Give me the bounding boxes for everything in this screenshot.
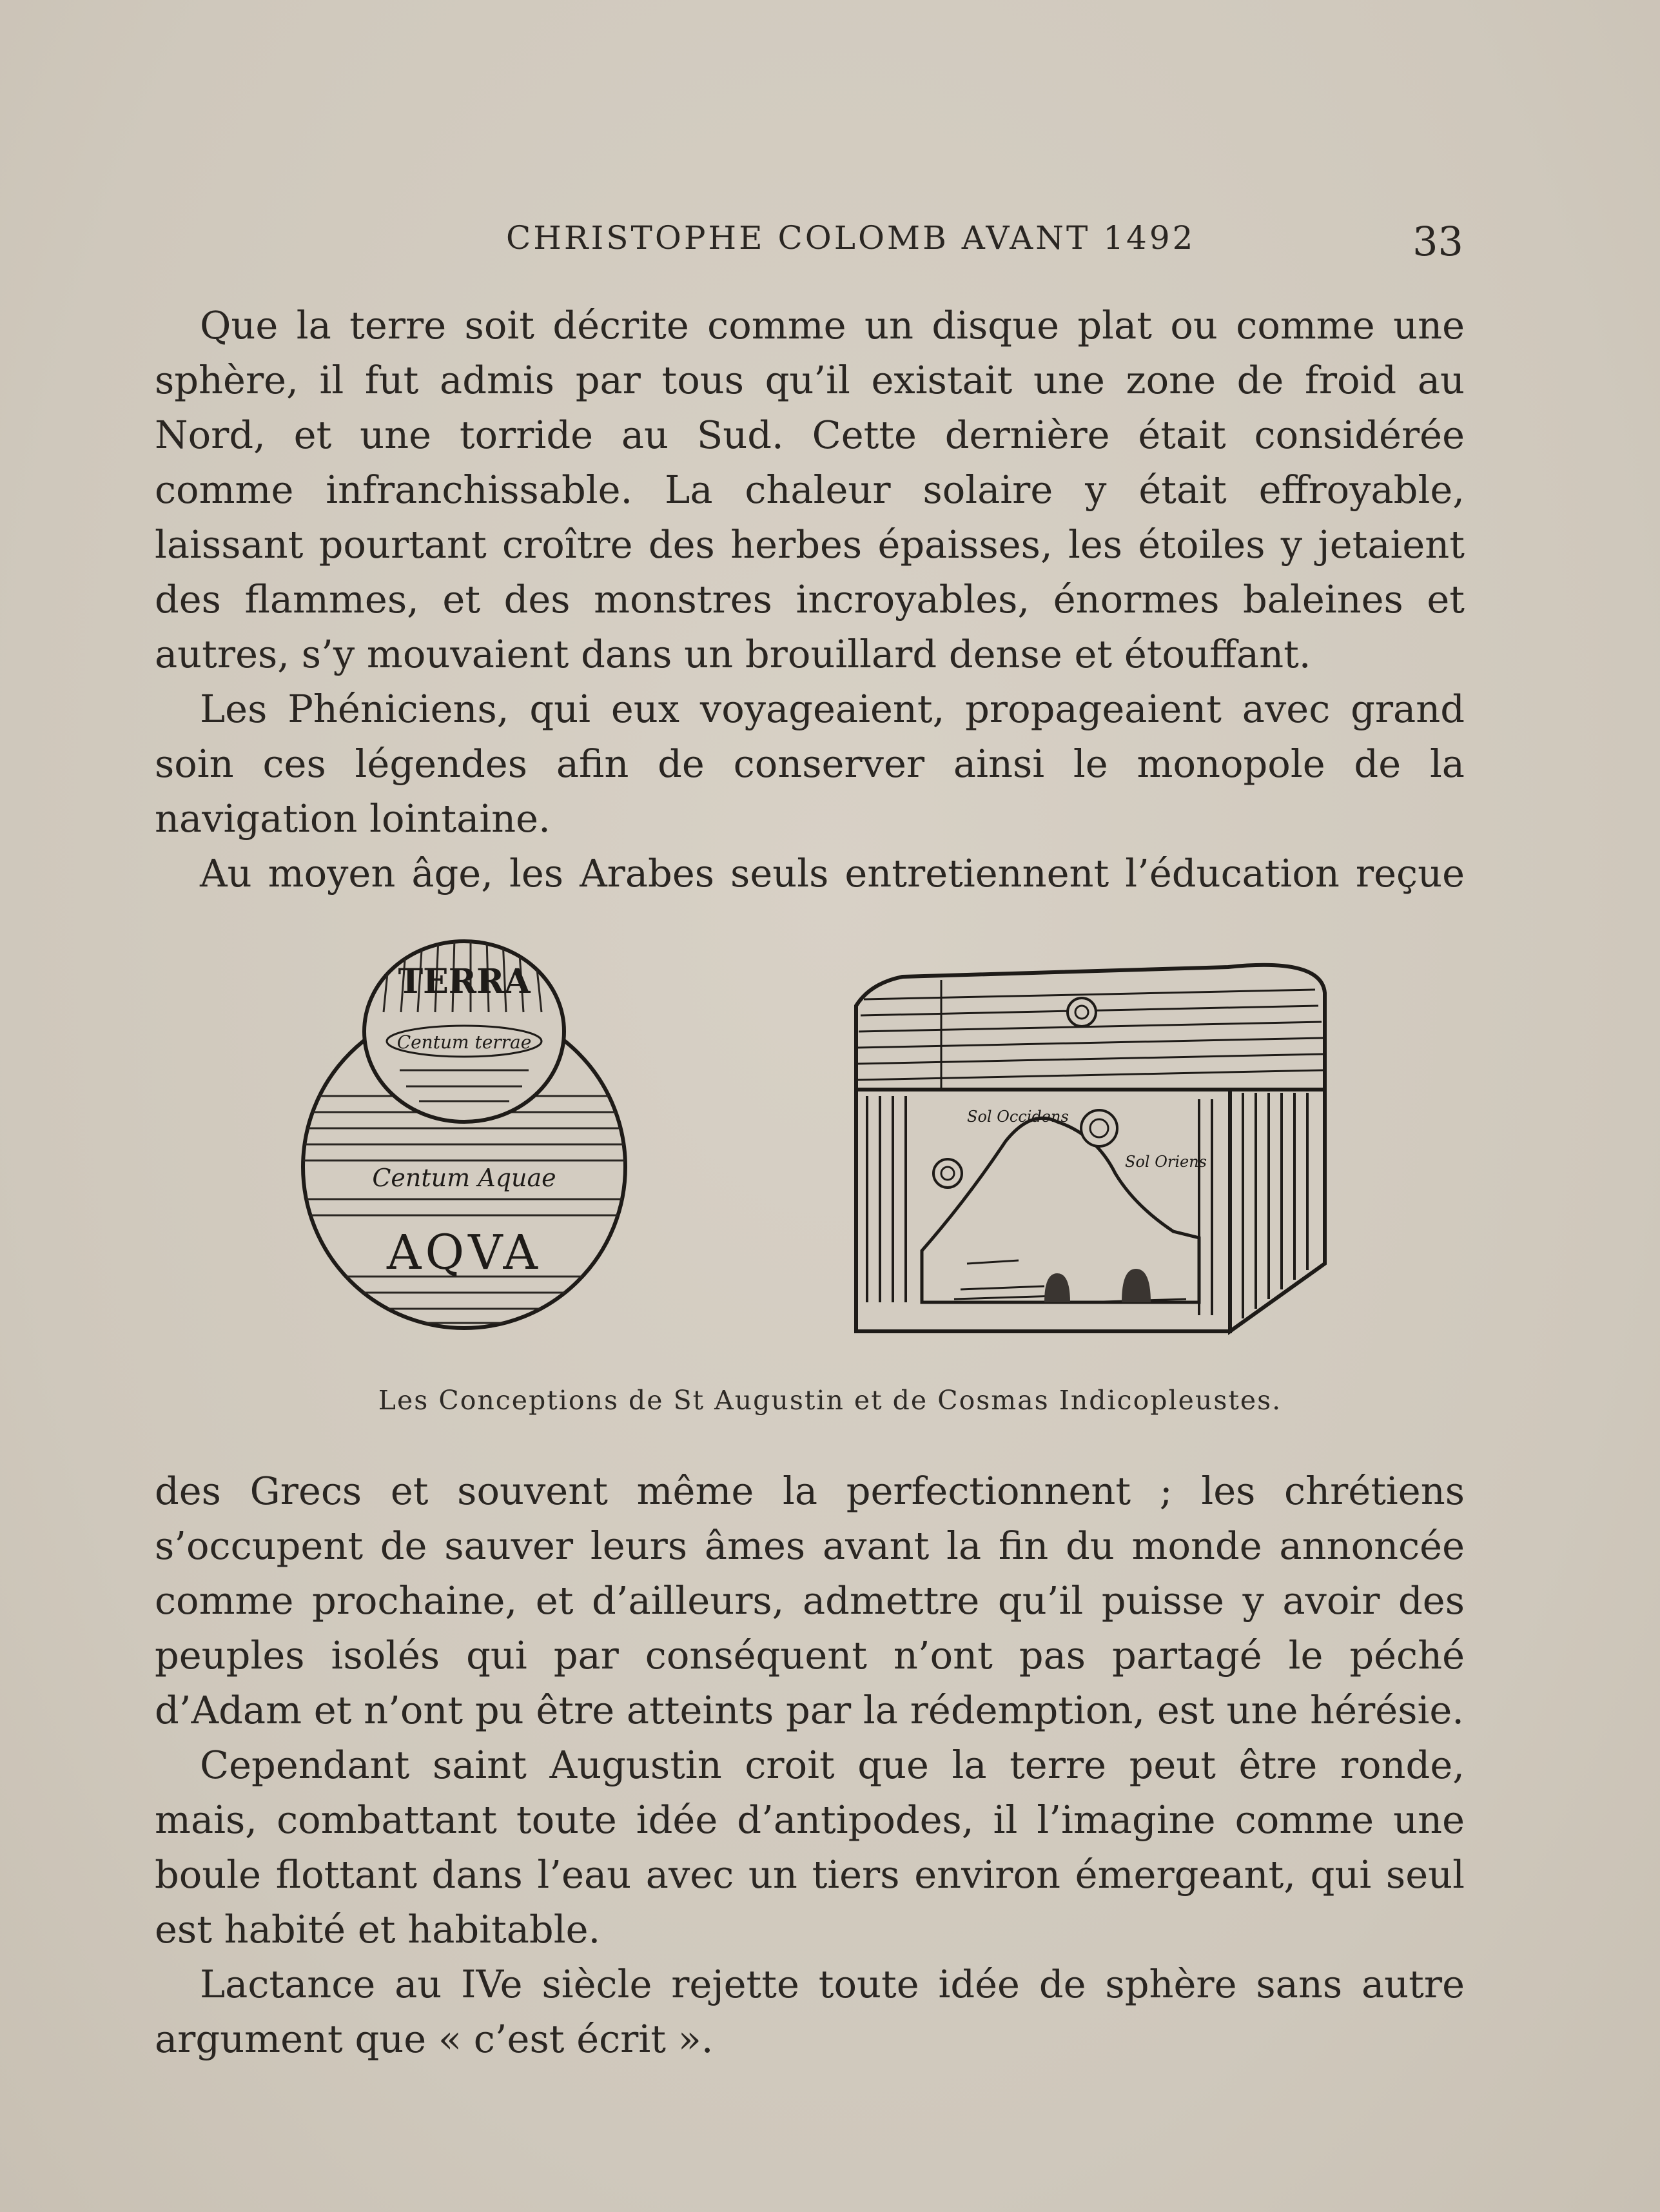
label-aqua: AQVA	[387, 1225, 542, 1280]
label-sol-occidens: Sol Occidens	[967, 1108, 1069, 1126]
cosmas-chest	[856, 965, 1325, 1331]
paragraph: des Grecs et souvent même la perfectionnent ; les chrétiens s’occupent de sauver leurs âmes avant la fin du monde annoncée comme prochaine, et d’ailleurs, admettre qu’il puisse y avoir des peuples isolés qui par conséquent n’ont pas partagé le péché d’Adam et n’ont pu être atteints par la rédemption, est une hérésie.	[155, 1469, 1465, 1732]
label-centum-aquae: Centum Aquae	[372, 1164, 556, 1192]
text-block-top	[155, 298, 1465, 901]
page-number: 33	[1412, 218, 1463, 265]
paragraph: Cependant saint Augustin croit que la terre peut être ronde, mais, combattant toute idée d’antipodes, il l’imagine comme une boule flottant dans l’eau avec un tiers environ émergeant, qui seul est habité et habitable.	[155, 1743, 1465, 1952]
paragraph: Les Phéniciens, qui eux voyageaient, propageaient avec grand soin ces légendes afin de conserver ainsi le monopole de la navigation lointaine.	[155, 687, 1465, 841]
label-centum-terrae: Centum terrae	[396, 1032, 532, 1053]
paragraph: Au moyen âge, les Arabes seuls entretiennent l’éducation reçue	[200, 851, 1465, 896]
augustin-sphere	[303, 938, 625, 1328]
illustration	[284, 928, 1367, 1341]
figure-caption: Les Conceptions de St Augustin et de Cosmas Indicopleustes.	[378, 1385, 1282, 1416]
page-header	[155, 214, 1463, 266]
label-sol-oriens: Sol Oriens	[1125, 1153, 1207, 1171]
paragraph: Que la terre soit décrite comme un disque plat ou comme une sphère, il fut admis par tous qu’il existait une zone de froid au Nord, et une torride au Sud. Cette dernière était considérée comme infranchissable. La chaleur solaire y était effroyable, laissant pourtant croître des herbes épaisses, les étoiles y jetaient des flammes, et des monstres incroyables, énormes baleines et autres, s’y mouvaient dans un brouillard dense et étouffant.	[155, 303, 1465, 676]
text-block-bottom	[155, 1463, 1465, 2066]
label-terra: TERRA	[398, 962, 531, 1001]
running-title: CHRISTOPHE COLOMB AVANT 1492	[506, 219, 1196, 257]
paragraph: Lactance au IVe siècle rejette toute idée de sphère sans autre argument que « c’est écrit ».	[155, 1962, 1465, 2061]
